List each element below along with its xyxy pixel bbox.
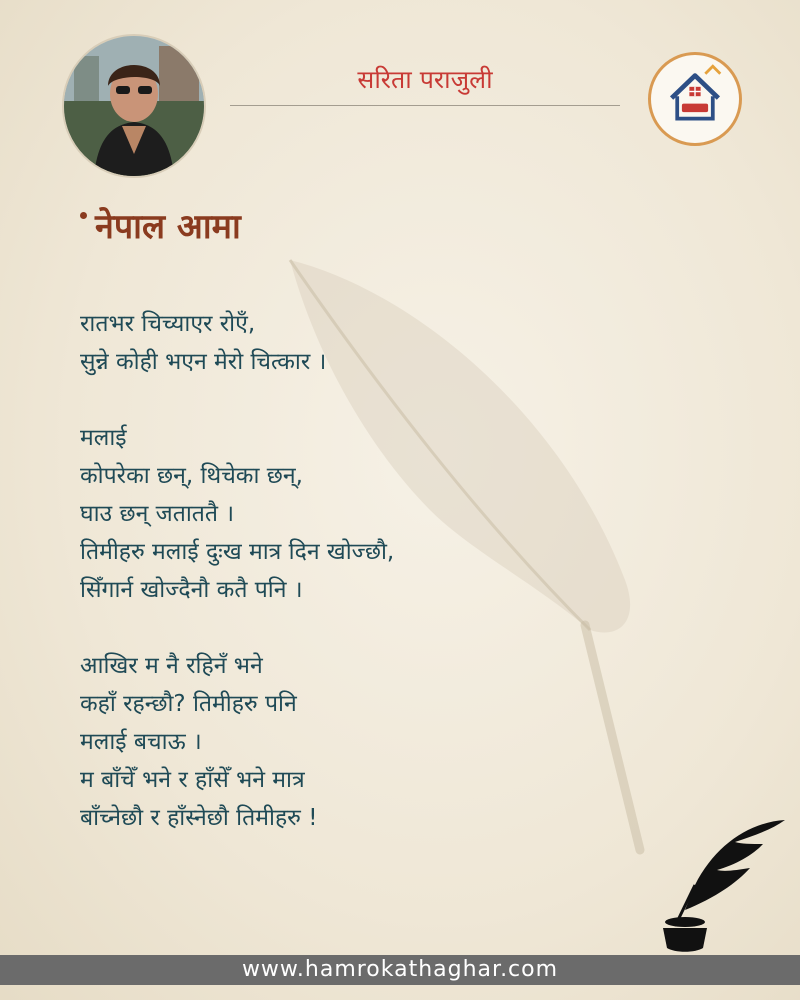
poem-line: म बाँचेँ भने र हाँसेँ भने मात्र <box>80 767 305 793</box>
poem-title-text: नेपाल आमा <box>95 207 241 247</box>
poem-line: तिमीहरु मलाई दुःख मात्र दिन खोज्छौ, <box>80 539 395 565</box>
poem-line: कोपरेका छन्, थिचेका छन्, <box>80 463 303 489</box>
website-url[interactable]: www.hamrokathaghar.com <box>0 955 800 985</box>
stanza <box>80 647 394 837</box>
header-divider <box>230 105 620 106</box>
poem-line: मलाई <box>80 425 127 451</box>
poem-line: घाउ छन् जताततै । <box>80 501 235 527</box>
poem-line: सिँगार्न खोज्दैनौ कतै पनि । <box>80 577 303 603</box>
poem-line: बाँच्नेछौ र हाँस्नेछौ तिमीहरु ! <box>80 805 318 831</box>
house-icon <box>651 55 739 143</box>
poem-body <box>80 305 394 875</box>
poem-line: रातभर चिच्याएर रोएँ, <box>80 311 256 337</box>
title-bullet <box>80 212 87 219</box>
poem-line: कहाँ रहन्छौ? तिमीहरु पनि <box>80 691 297 717</box>
poem-line: मलाई बचाऊ । <box>80 729 202 755</box>
poem-title <box>80 202 241 248</box>
quill-inkpot-icon <box>655 810 790 955</box>
stanza <box>80 305 394 381</box>
author-name: सरिता पराजुली <box>357 65 493 94</box>
poem-line: सुन्ने कोही भएन मेरो चित्कार । <box>80 349 327 375</box>
site-logo[interactable] <box>648 52 742 146</box>
author-photo <box>62 34 206 178</box>
poem-line: आखिर म नै रहिनँ भने <box>80 653 263 679</box>
stanza <box>80 419 394 609</box>
